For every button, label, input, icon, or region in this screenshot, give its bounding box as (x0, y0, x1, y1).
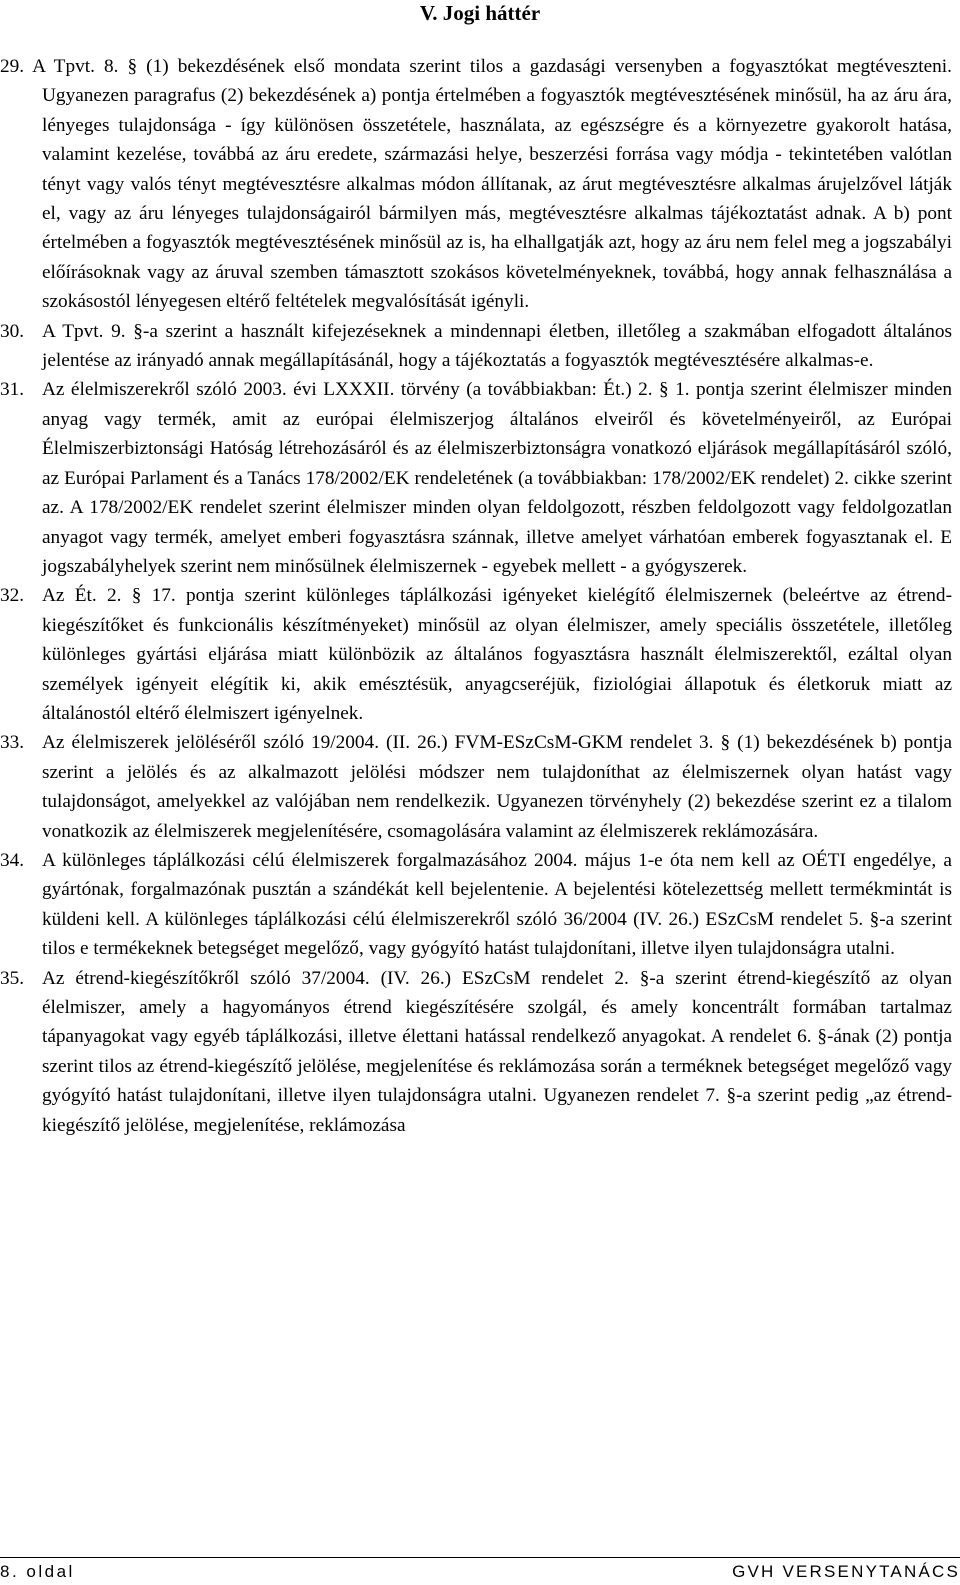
paragraph-text: Az Ét. 2. § 17. pontja szerint különleges táplálkozási igényeket kielégítő élelmiszernek (beleértve az étrend-kiegészítőket és funkcionális készítményeket) minősül az olyan élelmiszer, amely speciális összetétele, illetőleg különleges gyártási eljárása miatt különbözik az általános fogyasztásra használt élelmiszerektől, ezáltal olyan személyek igényeit elégítik ki, akik emésztésük, anyagcseréjük, fiziológiai állapotuk és életkoruk miatt az általánostól eltérő élelmiszert igényelnek. (42, 585, 952, 724)
paragraph-text: Az étrend-kiegészítőkről szóló 37/2004. (IV. 26.) ESzCsM rendelet 2. §-a szerint étrend-kiegészítő az olyan élelmiszer, amely a hagyományos étrend kiegészítésére szolgál, és amely koncentrált formában tartalmaz tápanyagokat vagy egyéb táplálkozási, illetve élettani hatással rendelkező anyagokat. A rendelet 6. §-ának (2) pontja szerint tilos az étrend-kiegészítő jelölése, megjelenítése és reklámozása során a terméknek betegséget megelőző vagy gyógyító hatást tulajdonítani, illetve ilyen tulajdonságra utalni. Ugyanezen rendelet 7. §-a szerint pedig „az étrend-kiegészítő jelölése, megjelenítése, reklámozása (42, 967, 952, 1136)
paragraph-number: 33. (0, 732, 25, 754)
document-body (0, 52, 960, 1140)
paragraph-text: Az élelmiszerek jelöléséről szóló 19/2004. (II. 26.) FVM-ESzCsM-GKM rendelet 3. § (1) bekezdésének b) pontja szerint a jelölés és az alkalmazott jelölési módszer nem tulajdoníthat az élelmiszernek olyan hatást vagy tulajdonságot, amelyekkel az valójában nem rendelkezik. Ugyanezen törvényhely (2) bekezdése szerint ez a tilalom vonatkozik az élelmiszerek megjelenítésére, csomagolására valamint az élelmiszerek reklámozására. (42, 732, 952, 842)
paragraph-number: 35. (0, 967, 25, 989)
paragraph-32 (0, 581, 952, 728)
paragraph-text: A Tpvt. 9. §-a szerint a használt kifejezéseknek a mindennapi életben, illetőleg a szakmában elfogadott általános jelentése az irányadó annak megállapításánál, hogy a tájékoztatás a fogyasztók megtévesztésére alkalmas-e. (42, 320, 952, 372)
paragraph-number: 32. (0, 585, 25, 607)
paragraph-text: Az élelmiszerekről szóló 2003. évi LXXXII. törvény (a továbbiakban: Ét.) 2. § 1. pontja szerint élelmiszer minden anyag vagy termék, amit az európai élelmiszerjog általános elveiről és követelményeiről, az Európai Élelmiszerbiztonsági Hatóság létrehozásáról és az élelmiszerbiztonságra vonatkozó eljárások megállapításáról szóló, az Európai Parlament és a Tanács 178/2002/EK rendeletének (a továbbiakban: 178/2002/EK rendelet) 2. cikke szerint az. A 178/2002/EK rendelet szerint élelmiszer minden olyan feldolgozott, részben feldolgozott vagy feldolgozatlan anyagot vagy termék, amelyet emberi fogyasztásra szánnak, illetve amelyet várhatóan emberek fogyasztanak el. E jogszabályhelyek szerint nem minősülnek élelmiszernek - egyebek mellett - a gyógyszerek. (42, 379, 952, 577)
paragraph-number: 30. (0, 320, 25, 342)
paragraph-number: 34. (0, 849, 25, 871)
page-number: 8. oldal (0, 1562, 75, 1581)
footer-organization: GVH VERSENYTANÁCS (732, 1562, 960, 1581)
paragraph-30 (0, 317, 952, 376)
paragraph-31 (0, 375, 952, 581)
footer-divider (0, 1557, 960, 1558)
paragraph-34 (0, 846, 952, 964)
paragraph-29 (0, 52, 952, 317)
paragraph-number: 31. (0, 379, 25, 401)
section-heading: V. Jogi háttér (419, 1, 541, 25)
paragraph-33 (0, 728, 952, 846)
paragraph-text: A különleges táplálkozási célú élelmiszerek forgalmazásához 2004. május 1-e óta nem kell az OÉTI engedélye, a gyártónak, forgalmazónak pusztán a szándékát kell bejelentenie. A bejelentési kötelezettség mellett termékmintát is küldeni kell. A különleges táplálkozási célú élelmiszerekről szóló 36/2004 (IV. 26.) ESzCsM rendelet 5. §-a szerint tilos e termékeknek betegséget megelőző, vagy gyógyító hatást tulajdonítani, illetve ilyen tulajdonságra utalni. (42, 849, 952, 960)
paragraph-text: 29. A Tpvt. 8. § (1) bekezdésének első mondata szerint tilos a gazdasági versenyben a fogyasztókat megtéveszteni. Ugyanezen paragrafus (2) bekezdésének a) pontja értelmében a fogyasztók megtévesztésének minősül, ha az áru ára, lényeges tulajdonsága - így különösen összetétele, használata, az egészségre és a környezetre gyakorolt hatása, valamint kezelése, továbbá az áru eredete, származási helye, beszerzési forrása vagy módja - tekintetében valótlan tényt vagy valós tényt megtévesztésre alkalmas módon állítanak, az árut megtévesztésre alkalmas árujelzővel látják el, vagy az áru lényeges tulajdonságairól bármilyen más, megtévesztésre alkalmas tájékoztatást adnak. A b) pont értelmében a fogyasztók megtévesztésének minősül az is, ha elhallgatják azt, hogy az áru nem felel meg a jogszabályi előírásoknak vagy az áruval szemben támasztott szokásos követelményeknek, továbbá, hogy annak felhasználása a szokásostól lényegesen eltérő feltételek megvalósítását igényli. (0, 56, 952, 313)
paragraph-35 (0, 964, 952, 1140)
